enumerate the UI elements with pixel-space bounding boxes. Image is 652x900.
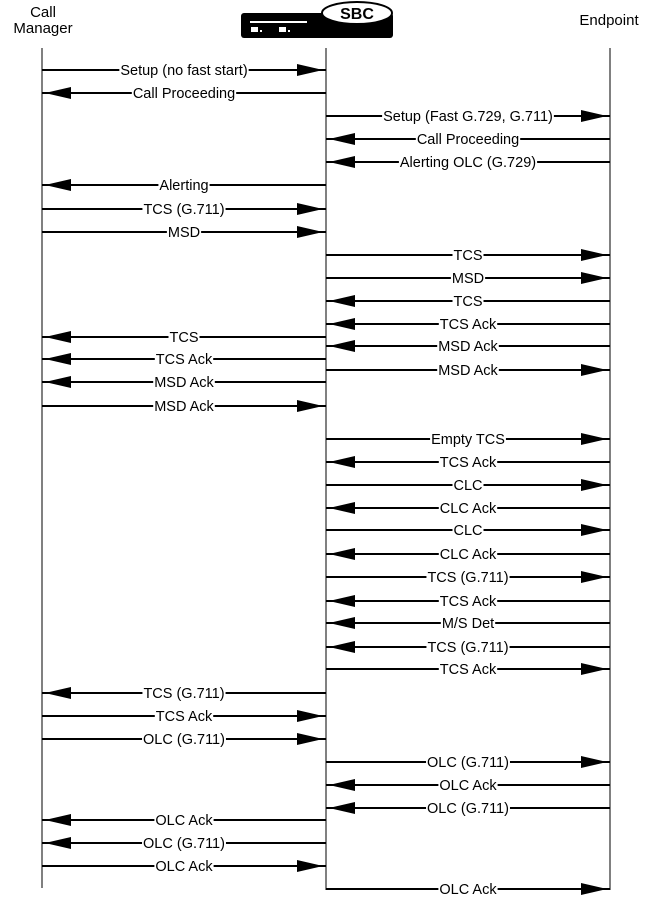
message-label: OLC Ack (155, 813, 213, 829)
arrowhead-icon (581, 433, 607, 445)
message-label: MSD Ack (438, 363, 498, 379)
sbc-device-icon (241, 2, 393, 38)
arrowhead-icon (45, 687, 71, 699)
message-arrow (42, 178, 326, 194)
message-arrow (326, 547, 610, 563)
arrowhead-icon (297, 226, 323, 238)
arrowhead-icon (329, 340, 355, 352)
message-arrow (326, 132, 610, 148)
message-label: OLC Ack (155, 859, 213, 875)
message-arrow (326, 363, 610, 379)
message-label: TCS (G.711) (427, 570, 509, 586)
message-arrow (326, 339, 610, 355)
message-label: TCS Ack (155, 352, 213, 368)
message-label: TCS Ack (439, 662, 497, 678)
message-arrow (326, 155, 610, 171)
arrowhead-icon (329, 617, 355, 629)
message-label: CLC Ack (439, 547, 497, 563)
arrowhead-icon (329, 456, 355, 468)
arrowhead-icon (45, 179, 71, 191)
arrowhead-icon (581, 571, 607, 583)
actor-call-manager-line2: Manager (13, 20, 73, 37)
lifelines (42, 48, 610, 890)
arrowhead-icon (581, 110, 607, 122)
message-arrow (42, 859, 326, 875)
message-arrow (42, 225, 326, 241)
arrowhead-icon (45, 353, 71, 365)
message-label: MSD Ack (154, 375, 214, 391)
message-label: Setup (no fast start) (120, 63, 248, 79)
arrowhead-icon (329, 133, 355, 145)
message-arrow (42, 686, 326, 702)
message-label: OLC Ack (439, 882, 497, 898)
message-label: CLC (453, 523, 483, 539)
message-label: TCS (453, 294, 483, 310)
message-label: OLC (G.711) (427, 755, 509, 771)
arrowhead-icon (297, 203, 323, 215)
message-label: Call Proceeding (416, 132, 520, 148)
message-label: MSD (451, 271, 485, 287)
message-arrow (42, 732, 326, 748)
message-label: TCS Ack (155, 709, 213, 725)
sbc-label: SBC (340, 6, 374, 23)
message-arrow (326, 882, 610, 898)
message-arrow (326, 432, 610, 448)
message-arrow (326, 640, 610, 656)
message-arrow (326, 317, 610, 333)
message-label: CLC (453, 478, 483, 494)
message-label: TCS (G.711) (143, 686, 225, 702)
message-label: Alerting (159, 178, 209, 194)
message-arrow (326, 109, 610, 125)
arrowhead-icon (45, 87, 71, 99)
arrowhead-icon (45, 837, 71, 849)
actor-endpoint-label: Endpoint (579, 12, 639, 29)
message-arrow (326, 662, 610, 678)
message-label: TCS (453, 248, 483, 264)
message-label: TCS (169, 330, 199, 346)
message-label: OLC (G.711) (143, 836, 225, 852)
arrowhead-icon (329, 595, 355, 607)
message-label: Alerting OLC (G.729) (399, 155, 537, 171)
message-arrow (326, 523, 610, 539)
message-arrow (326, 570, 610, 586)
message-arrow (42, 86, 326, 102)
message-label: MSD Ack (438, 339, 498, 355)
arrowhead-icon (329, 156, 355, 168)
message-label: TCS Ack (439, 455, 497, 471)
message-label: CLC Ack (439, 501, 497, 517)
arrowhead-icon (329, 502, 355, 514)
arrowhead-icon (297, 733, 323, 745)
message-label: MSD Ack (154, 399, 214, 415)
message-label: TCS Ack (439, 594, 497, 610)
message-arrow (42, 202, 326, 218)
message-arrow (42, 836, 326, 852)
message-arrow (326, 501, 610, 517)
arrowhead-icon (297, 64, 323, 76)
message-arrow (42, 813, 326, 829)
message-label: TCS Ack (439, 317, 497, 333)
message-arrow (326, 478, 610, 494)
message-arrow (326, 271, 610, 287)
message-arrow (326, 801, 610, 817)
arrowhead-icon (581, 249, 607, 261)
message-arrow (42, 63, 326, 79)
arrowhead-icon (297, 400, 323, 412)
arrowhead-icon (45, 331, 71, 343)
arrowhead-icon (297, 710, 323, 722)
arrowhead-icon (329, 802, 355, 814)
arrowhead-icon (297, 860, 323, 872)
arrowhead-icon (581, 479, 607, 491)
arrowhead-icon (45, 376, 71, 388)
message-label: OLC (G.711) (427, 801, 509, 817)
message-arrow (326, 455, 610, 471)
arrowhead-icon (329, 295, 355, 307)
message-arrow (326, 594, 610, 610)
arrowhead-icon (581, 272, 607, 284)
message-arrow (42, 352, 326, 368)
message-arrow (326, 616, 610, 632)
message-arrow (326, 248, 610, 264)
message-label: Setup (Fast G.729, G.711) (383, 109, 553, 125)
message-label: MSD (167, 225, 201, 241)
arrowhead-icon (581, 364, 607, 376)
message-label: TCS (G.711) (143, 202, 225, 218)
arrowhead-icon (45, 814, 71, 826)
arrowhead-icon (581, 524, 607, 536)
actor-call-manager-line1: Call (30, 4, 56, 21)
message-label: Call Proceeding (132, 86, 236, 102)
arrowhead-icon (329, 318, 355, 330)
arrowhead-icon (329, 548, 355, 560)
message-arrow (42, 399, 326, 415)
message-arrow (326, 778, 610, 794)
message-arrow (42, 709, 326, 725)
message-label: OLC Ack (439, 778, 497, 794)
message-arrow (326, 294, 610, 310)
arrowhead-icon (581, 883, 607, 895)
arrowhead-icon (329, 779, 355, 791)
message-label: TCS (G.711) (427, 640, 509, 656)
arrowhead-icon (329, 641, 355, 653)
message-label: OLC (G.711) (143, 732, 225, 748)
arrowhead-icon (581, 663, 607, 675)
message-label: M/S Det (441, 616, 495, 632)
message-label: Empty TCS (431, 432, 505, 448)
message-arrow (42, 375, 326, 391)
arrowhead-icon (581, 756, 607, 768)
message-arrow (326, 755, 610, 771)
message-arrow (42, 330, 326, 346)
